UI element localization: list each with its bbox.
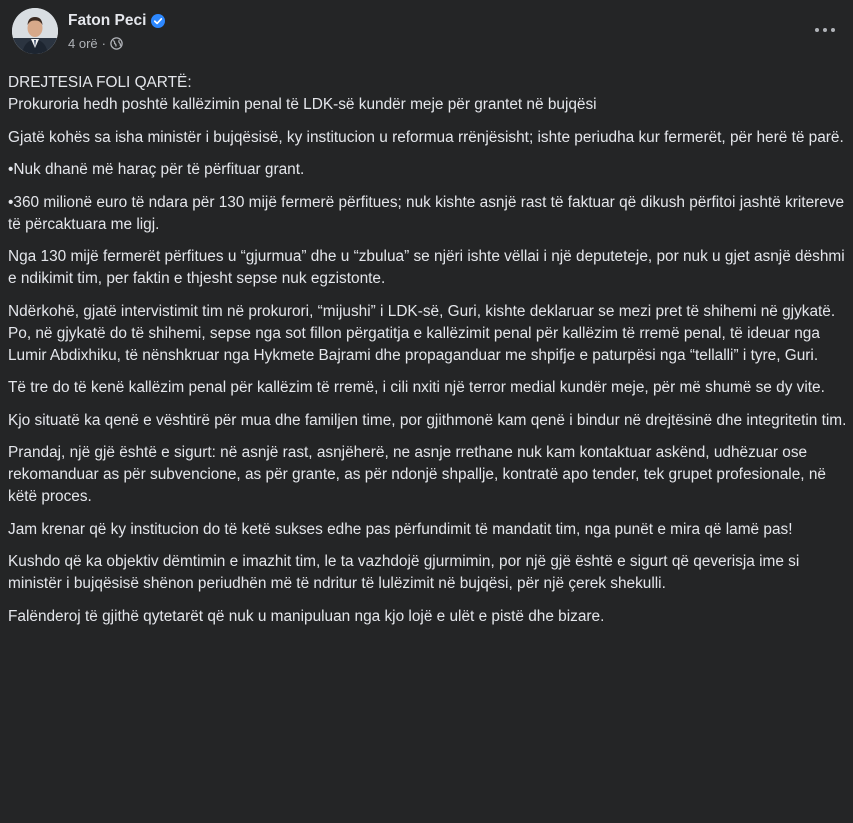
post-meta [68,11,165,51]
separator-dot: · [101,35,106,51]
post-heading [8,72,848,116]
author-row [68,11,165,31]
author-name[interactable]: Faton Peci [68,12,147,29]
post-paragraph: Jam krenar që ky institucion do të ketë sukses edhe pas përfundimit të mandatit tim, nga punët e mira që lamë pas! [8,520,793,538]
post-paragraph: Prandaj, një gjë është e sigurt: në asnjë rast, asnjëherë, ne asnje rrethane nuk kam kontaktuar askënd, udhëzuar ose rekomanduar as për subvencione, as për grante, as për ndonjë shpallje, kontratë apo tender, tek grupet profesionale, në këtë proces. [8,444,826,505]
post-paragraph: Nga 130 mijë fermerët përfitues u “gjurmua” dhe u “zbulua” se njëri ishte vëllai i një deputeteje, por nuk u gjet asnjë dëshmi e ndikimit tim, per faktin e thjesht sepse nuk egzistonte. [8,248,845,287]
verified-badge-icon [151,14,165,28]
post-header [12,8,165,54]
post-paragraph: Kjo situatë ka qenë e vështirë për mua dhe familjen time, por gjithmonë kam qenë i bindur në drejtësinë dhe integritetin tim. [8,411,847,429]
post-paragraph: Gjatë kohës sa isha ministër i bujqësisë, ky institucion u reformua rrënjësisht; ishte periudha kur fermerët, për herë të parë. [8,128,844,146]
post-paragraph: Kushdo që ka objektiv dëmtimin e imazhit tim, le ta vazhdojë gjurmimin, por një gjë është e sigurt që qeverisja ime si ministër i bujqësisë shënon periudhën më të ndritur të lulëzimit në bujqësi, për një çerek shekulli. [8,553,800,592]
more-dot [831,28,835,32]
post-paragraph: Ndërkohë, gjatë intervistimit tim në prokurori, “mijushi” i LDK-së, Guri, kishte deklaruar se mezi pret të shihemi në gjykatë. Po, në gjykatë do të shihemi, sepse nga sot fillon përgatitja e kallëzimit penal për kallëzim të rremë penal, të ideuar nga Lumir Abdixhiku, të nënshkruar nga Hykmete Bajrami dhe propaganduar me shpifje e paturpësi nga “tellalli” i tyre, Guri. [8,302,836,364]
avatar-image [12,8,58,54]
post-paragraph: •Nuk dhanë më haraç për të përfituar grant. [8,161,305,178]
post-paragraph: Falënderoj të gjithë qytetarët që nuk u manipuluan nga kjo lojë e ulët e pistë dhe bizare. [8,607,605,625]
post-title: DREJTESIA FOLI QARTË: [8,74,192,91]
more-dot [823,28,827,32]
more-dot [815,28,819,32]
post-subline [68,35,165,51]
globe-icon[interactable] [110,37,123,50]
avatar[interactable] [12,8,58,54]
post-paragraph: •360 milionë euro të ndara për 130 mijë fermerë përfitues; nuk kishte asnjë rast të faktuar që dikush përfitoi jashtë kritereve të përcaktuara me ligj. [8,193,845,233]
more-options-icon[interactable] [811,20,839,40]
post-subtitle: Prokuroria hedh poshtë kallëzimin penal të LDK-së kundër meje për grantet në bujqësi [8,96,597,113]
post-paragraph: Të tre do të kenë kallëzim penal për kallëzim të rremë, i cili nxiti një terror medial kundër meje, për më shumë se dy vite. [8,379,825,396]
post-body [8,72,848,638]
post-timestamp[interactable]: 4 orë [68,35,98,51]
